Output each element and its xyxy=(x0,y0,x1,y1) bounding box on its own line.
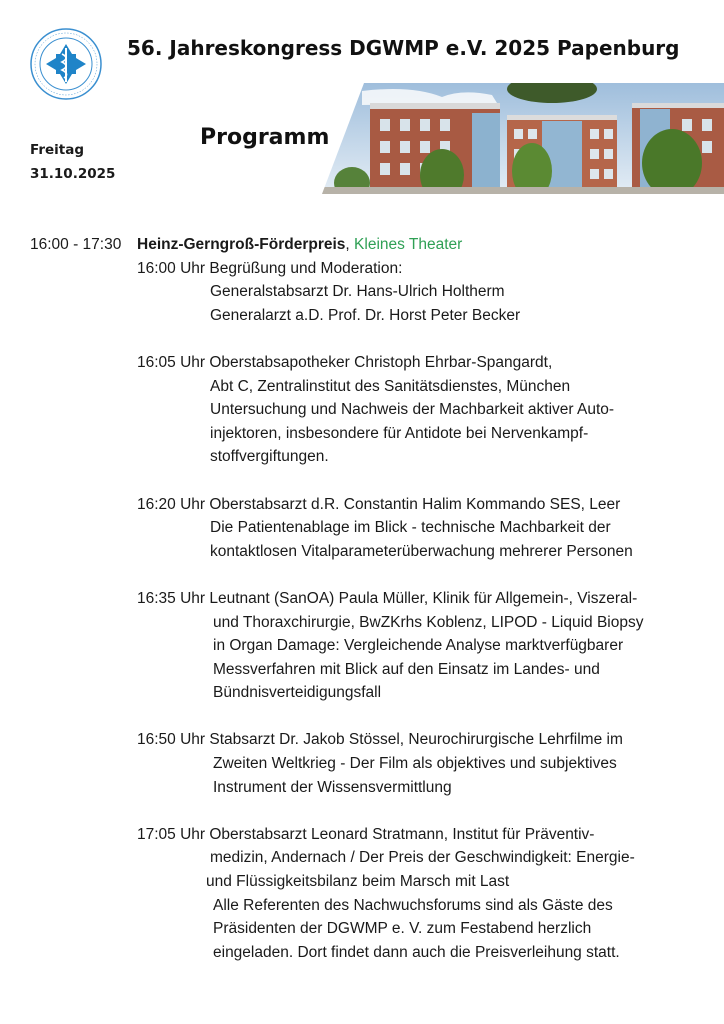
program-item-line: Bündnisverteidigungsfall xyxy=(213,684,382,702)
session-separator: , xyxy=(345,236,355,253)
program-heading: Programm xyxy=(200,125,330,150)
program-item-line: kontaktlosen Vitalparameterüberwachung mehrerer Personen xyxy=(210,542,633,560)
dgwmp-logo-icon xyxy=(30,28,102,100)
program-item-line: Instrument der Wissensvermittlung xyxy=(213,778,452,796)
item-spacer xyxy=(137,469,707,493)
session-title: Heinz-Gerngroß-Förderpreis xyxy=(137,236,346,253)
program-item-line: Die Patientenablage im Blick - technische Machbarkeit der xyxy=(210,519,611,537)
program-item xyxy=(137,587,707,729)
program-item-line: Alle Referenten des Nachwuchsforums sind als Gäste des xyxy=(213,896,613,914)
conference-title: 56. Jahreskongress DGWMP e.V. 2025 Papenburg xyxy=(127,36,680,60)
program-item xyxy=(137,823,707,965)
session-location: Kleines Theater xyxy=(354,236,463,253)
day-block xyxy=(30,138,115,186)
day-weekday: Freitag xyxy=(30,142,85,158)
program-item-line: Generalarzt a.D. Prof. Dr. Horst Peter Becker xyxy=(210,306,521,324)
program-item-line: und Thoraxchirurgie, BwZKrhs Koblenz, LIPOD - Liquid Biopsy xyxy=(213,613,644,631)
item-spacer xyxy=(137,327,707,351)
program-item-line: medizin, Andernach / Der Preis der Geschwindigkeit: Energie- xyxy=(210,849,635,867)
program-item-line: Untersuchung und Nachweis der Machbarkeit aktiver Auto- xyxy=(210,401,615,419)
item-spacer xyxy=(137,799,707,823)
program-item-line: Präsidenten der DGWMP e. V. zum Festabend herzlich xyxy=(213,920,592,938)
session-time-range: 16:00 - 17:30 xyxy=(30,236,122,253)
program-item-line: und Flüssigkeitsbilanz beim Marsch mit Last xyxy=(206,873,510,891)
program-item-time-speaker: 16:20 Uhr Oberstabsarzt d.R. Constantin Halim Kommando SES, Leer xyxy=(137,495,621,513)
building-banner-image xyxy=(322,83,724,194)
program-item xyxy=(137,351,707,493)
item-spacer xyxy=(137,563,707,587)
program-item-line: eingeladen. Dort findet dann auch die Preisverleihung statt. xyxy=(213,943,620,961)
day-date: 31.10.2025 xyxy=(30,166,116,182)
program-item xyxy=(137,493,707,587)
program-item-time-speaker: 16:05 Uhr Oberstabsapotheker Christoph Ehrbar-Spangardt, xyxy=(137,353,553,371)
program-item-line: Abt C, Zentralinstitut des Sanitätsdienstes, München xyxy=(210,377,571,395)
program-item-line: stoffvergiftungen. xyxy=(210,448,329,466)
session-content xyxy=(137,233,707,964)
program-item-time-speaker: 16:00 Uhr Begrüßung und Moderation: xyxy=(137,259,403,277)
program-item-line: in Organ Damage: Vergleichende Analyse marktverfügbarer xyxy=(213,637,624,655)
item-spacer xyxy=(137,705,707,729)
program-item-time-speaker: 16:35 Uhr Leutnant (SanOA) Paula Müller, Klinik für Allgemein-, Viszeral- xyxy=(137,589,638,607)
program-item xyxy=(137,257,707,351)
program-item-line: Generalstabsarzt Dr. Hans-Ulrich Holtherm xyxy=(210,283,505,301)
program-item-line: injektoren, insbesondere für Antidote bei Nervenkampf- xyxy=(210,424,589,442)
program-items xyxy=(137,257,707,965)
program-item-time-speaker: 16:50 Uhr Stabsarzt Dr. Jakob Stössel, Neurochirurgische Lehrfilme im xyxy=(137,731,623,749)
program-item-line: Zweiten Weltkrieg - Der Film als objektives und subjektives xyxy=(213,755,617,773)
program-item-time-speaker: 17:05 Uhr Oberstabsarzt Leonard Stratmann, Institut für Präventiv- xyxy=(137,825,595,843)
session-title-line xyxy=(137,233,707,257)
program-item-line: Messverfahren mit Blick auf den Einsatz im Landes- und xyxy=(213,660,600,678)
program-item xyxy=(137,728,707,822)
